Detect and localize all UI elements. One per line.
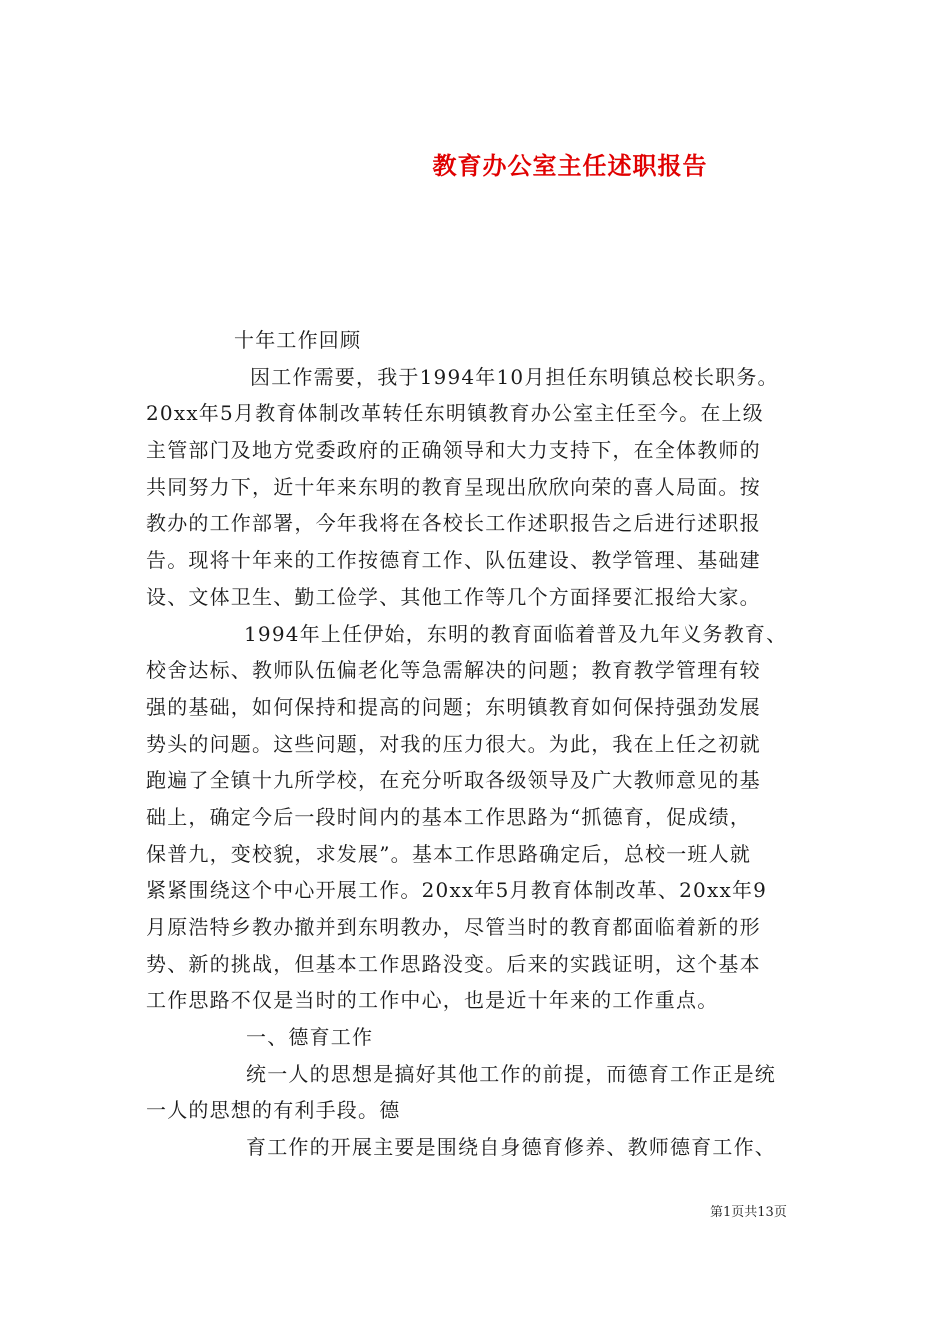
text-line: 跑遍了全镇十九所学校，在充分听取各级领导及广大教师意见的基	[146, 768, 761, 793]
text-line: 势、新的挑战，但基本工作思路没变。后来的实践证明，这个基本	[146, 951, 761, 976]
text-line: 因工作需要，我于1994年10月担任东明镇总校长职务。	[250, 364, 779, 389]
text-line: 一、德育工作	[246, 1025, 374, 1050]
text-line: 础上，确定今后一段时间内的基本工作思路为“抓德育，促成绩，	[146, 804, 752, 829]
text-line: 告。现将十年来的工作按德育工作、队伍建设、教学管理、基础建	[146, 548, 761, 573]
text-line: 1994年上任伊始，东明的教育面临着普及九年义务教育、	[244, 621, 788, 646]
text-line: 势头的问题。这些问题，对我的压力很大。为此，我在上任之初就	[146, 731, 761, 756]
document-body	[146, 322, 808, 1166]
text-line: 月原浩特乡教办撤并到东明教办，尽管当时的教育都面临着新的形	[146, 915, 761, 939]
page-footer: 第1页共13页	[710, 1205, 787, 1220]
text-line: 紧紧围绕这个中心开展工作。20xx年5月教育体制改革、20xx年9	[146, 878, 768, 903]
text-line: 主管部门及地方党委政府的正确领导和大力支持下，在全体教师的	[146, 438, 761, 463]
text-line: 一人的思想的有利手段。德	[146, 1098, 401, 1123]
text-line: 共同努力下，近十年来东明的教育呈现出欣欣向荣的喜人局面。按	[146, 474, 761, 499]
text-line: 校舍达标、教师队伍偏老化等急需解决的问题；教育教学管理有较	[146, 658, 761, 683]
text-line: 20xx年5月教育体制改革转任东明镇教育办公室主任至今。在上级	[146, 401, 764, 426]
text-line: 育工作的开展主要是围绕自身德育修养、教师德育工作、	[246, 1135, 776, 1160]
text-line: 统一人的思想是搞好其他工作的前提，而德育工作正是统	[246, 1061, 776, 1086]
document-title: 教育办公室主任述职报告	[432, 151, 708, 181]
text-line: 强的基础，如何保持和提高的问题；东明镇教育如何保持强劲发展	[146, 694, 761, 719]
text-line: 十年工作回顾	[234, 328, 362, 352]
text-line: 设、文体卫生、勤工俭学、其他工作等几个方面择要汇报给大家。	[146, 584, 761, 609]
text-line: 保普九，变校貌，求发展”。基本工作思路确定后，总校一班人就	[146, 841, 752, 866]
text-line: 工作思路不仅是当时的工作中心，也是近十年来的工作重点。	[146, 988, 719, 1013]
text-line: 教办的工作部署，今年我将在各校长工作述职报告之后进行述职报	[146, 511, 761, 536]
